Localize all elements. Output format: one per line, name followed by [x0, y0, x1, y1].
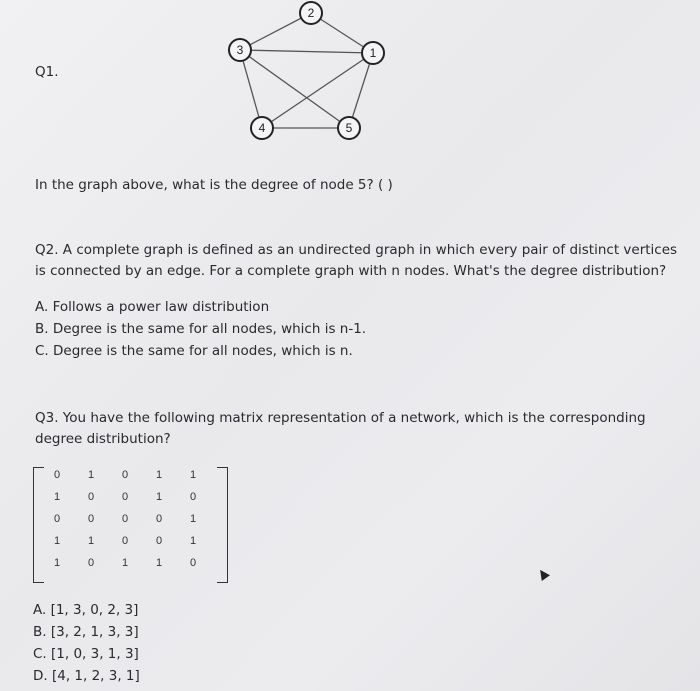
matrix-cell-r4-c2: 1: [121, 557, 129, 569]
matrix-cell-r0-c4: 1: [189, 469, 197, 481]
graph-edge-1-4: [262, 53, 373, 128]
matrix-cell-r2-c3: 0: [155, 513, 163, 525]
matrix-cell-r0-c3: 1: [155, 469, 163, 481]
graph-edge-3-4: [240, 50, 262, 128]
q3-option-d: D. [4, 1, 2, 3, 1]: [33, 668, 140, 684]
matrix-cell-r3-c1: 1: [87, 535, 95, 547]
matrix-cell-r4-c1: 0: [87, 557, 95, 569]
svg-text:3: 3: [236, 43, 244, 57]
matrix-cell-r0-c2: 0: [121, 469, 129, 481]
q3-text-line2: degree distribution?: [35, 431, 171, 447]
matrix-cell-r1-c0: 1: [53, 491, 61, 503]
graph-edge-3-5: [240, 50, 349, 128]
q3-option-b: B. [3, 2, 1, 3, 3]: [33, 624, 139, 640]
q2-option-b: B. Degree is the same for all nodes, which is n-1.: [35, 321, 367, 337]
matrix-cell-r2-c4: 1: [189, 513, 197, 525]
matrix-left-bracket: [33, 467, 44, 583]
mouse-cursor-icon: [536, 567, 550, 581]
matrix-cell-r1-c1: 0: [87, 491, 95, 503]
matrix-cell-r4-c4: 0: [189, 557, 197, 569]
graph-node-4: [251, 117, 273, 139]
network-graph: [0, 0, 700, 160]
matrix-cell-r4-c0: 1: [53, 557, 61, 569]
q2-text-line2: is connected by an edge. For a complete graph with n nodes. What's the degree distribution?: [35, 263, 667, 279]
graph-node-1: [362, 42, 384, 64]
svg-text:1: 1: [369, 46, 377, 60]
matrix-cell-r1-c4: 0: [189, 491, 197, 503]
graph-node-3: [229, 39, 251, 61]
matrix-right-bracket: [217, 467, 228, 583]
graph-edge-2-3: [240, 13, 311, 50]
svg-text:4: 4: [258, 121, 266, 135]
adjacency-matrix: [33, 467, 233, 585]
q2-option-c: C. Degree is the same for all nodes, which is n.: [35, 343, 353, 359]
matrix-cell-r0-c0: 0: [53, 469, 61, 481]
q1-label: Q1.: [35, 64, 59, 80]
matrix-cell-r4-c3: 1: [155, 557, 163, 569]
graph-edge-3-1: [240, 50, 373, 53]
matrix-cell-r2-c2: 0: [121, 513, 129, 525]
matrix-cell-r3-c2: 0: [121, 535, 129, 547]
matrix-cell-r1-c2: 0: [121, 491, 129, 503]
matrix-cell-r0-c1: 1: [87, 469, 95, 481]
graph-node-2: [300, 2, 322, 24]
q3-text-line1: Q3. You have the following matrix representation of a network, which is the corresponding: [35, 410, 646, 426]
matrix-cell-r3-c4: 1: [189, 535, 197, 547]
svg-text:5: 5: [345, 121, 353, 135]
graph-node-5: [338, 117, 360, 139]
q3-option-c: C. [1, 0, 3, 1, 3]: [33, 646, 139, 662]
q1-question: In the graph above, what is the degree of node 5? ( ): [35, 177, 393, 193]
matrix-cell-r3-c0: 1: [53, 535, 61, 547]
matrix-cell-r1-c3: 1: [155, 491, 163, 503]
q2-text-line1: Q2. A complete graph is defined as an undirected graph in which every pair of distinct vertices: [35, 242, 678, 258]
q2-option-a: A. Follows a power law distribution: [35, 299, 270, 315]
matrix-cell-r2-c1: 0: [87, 513, 95, 525]
svg-text:2: 2: [307, 6, 315, 20]
q3-option-a: A. [1, 3, 0, 2, 3]: [33, 602, 139, 618]
matrix-cell-r3-c3: 0: [155, 535, 163, 547]
matrix-cell-r2-c0: 0: [53, 513, 61, 525]
